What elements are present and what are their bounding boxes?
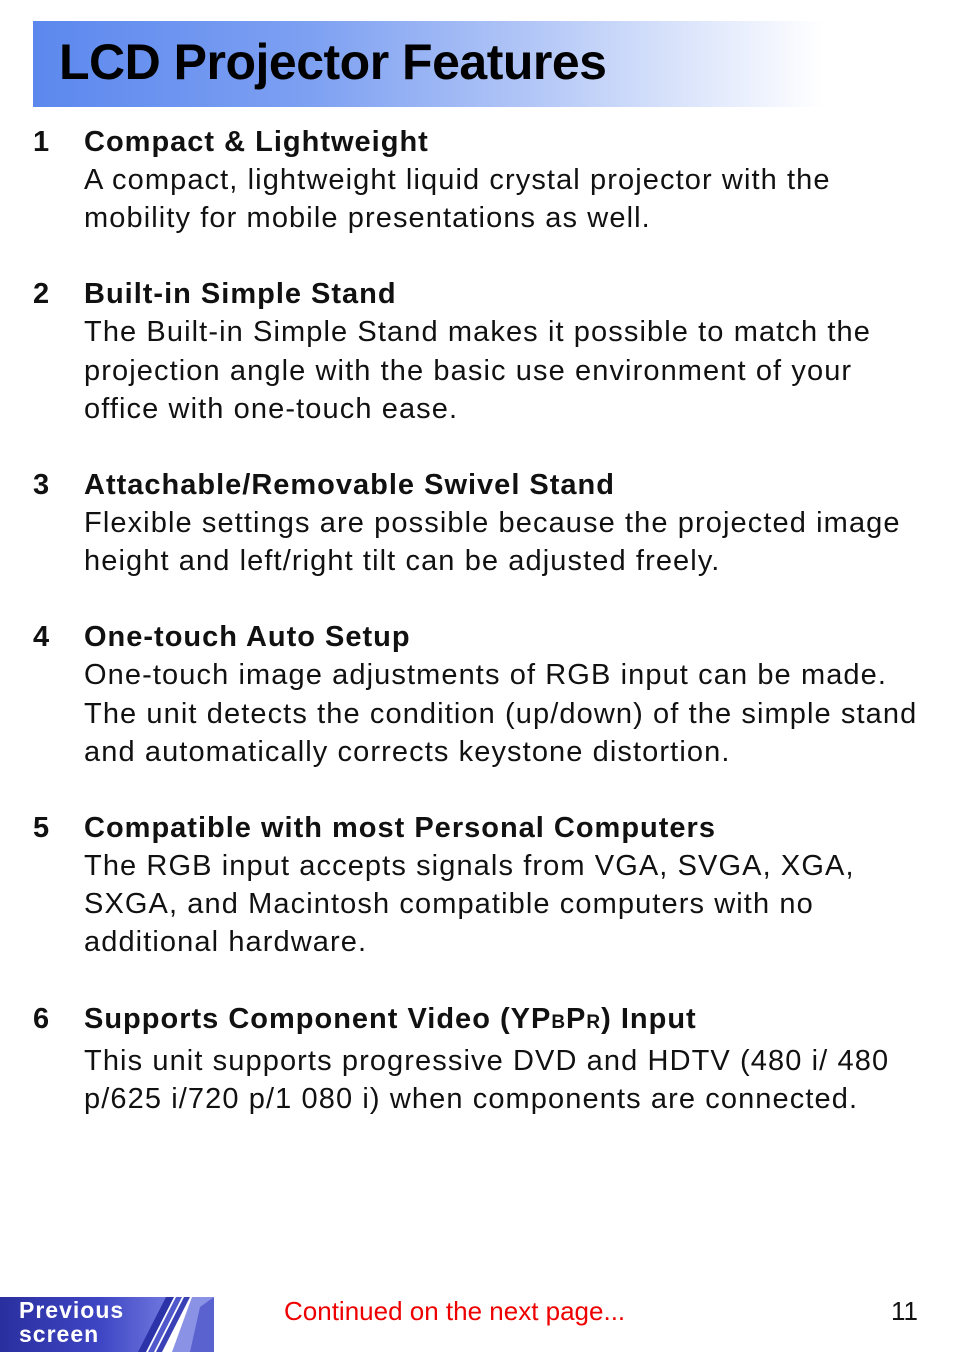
feature-description: A compact, lightweight liquid crystal projector with the mobility for mobile presentations as well. xyxy=(84,164,831,235)
feature-number: 5 xyxy=(33,812,50,845)
feature-item xyxy=(33,123,933,237)
feature-number: 2 xyxy=(33,278,50,311)
feature-item xyxy=(33,809,933,962)
previous-screen-button[interactable] xyxy=(0,1297,214,1352)
feature-description: Flexible settings are possible because the projected image height and left/right tilt can be adjusted freely. xyxy=(84,507,901,578)
feature-number: 4 xyxy=(33,621,50,654)
feature-description: This unit supports progressive DVD and HDTV (480 i/ 480 p/625 i/720 p/1 080 i) when components are connected. xyxy=(84,1044,890,1115)
feature-heading: One-touch Auto Setup xyxy=(84,621,411,654)
feature-description: The RGB input accepts signals from VGA, SVGA, XGA, SXGA, and Macintosh compatible computers with no additional hardware. xyxy=(84,850,855,959)
feature-item xyxy=(33,466,933,580)
heading-text: P xyxy=(566,1002,587,1035)
previous-label-line1: Previous xyxy=(19,1297,125,1323)
feature-item xyxy=(33,618,933,771)
feature-heading: Attachable/Removable Swivel Stand xyxy=(84,469,615,502)
heading-text: Supports Component Video (YP xyxy=(84,1002,552,1035)
feature-number: 1 xyxy=(33,126,50,158)
feature-item xyxy=(33,275,933,428)
feature-description: The Built-in Simple Stand makes it possible to match the projection angle with the basic use environment of your office with one-touch ease. xyxy=(84,316,871,425)
feature-heading: Built-in Simple Stand xyxy=(84,278,397,311)
page-number: 11 xyxy=(891,1296,918,1326)
feature-number: 6 xyxy=(33,1002,50,1035)
heading-text: ) Input xyxy=(601,1002,697,1035)
feature-description: One-touch image adjustments of RGB input can be made. The unit detects the condition (up/down) of the simple stand and automatically corrects keystone distortion. xyxy=(84,659,918,768)
feature-heading: Compact & Lightweight xyxy=(84,126,429,158)
feature-heading: Compatible with most Personal Computers xyxy=(84,812,716,845)
page-title: LCD Projector Features xyxy=(59,34,607,90)
feature-item xyxy=(33,1000,933,1118)
feature-heading xyxy=(84,1000,933,1042)
continued-next-page-link[interactable]: Continued on the next page... xyxy=(284,1296,626,1326)
heading-small-caps: B xyxy=(551,1011,567,1033)
previous-label-line2: screen xyxy=(19,1321,100,1347)
feature-number: 3 xyxy=(33,469,50,502)
title-banner xyxy=(33,21,823,107)
previous-screen-label xyxy=(19,1298,124,1346)
heading-small-caps: R xyxy=(586,1011,602,1033)
feature-list xyxy=(33,123,933,1156)
